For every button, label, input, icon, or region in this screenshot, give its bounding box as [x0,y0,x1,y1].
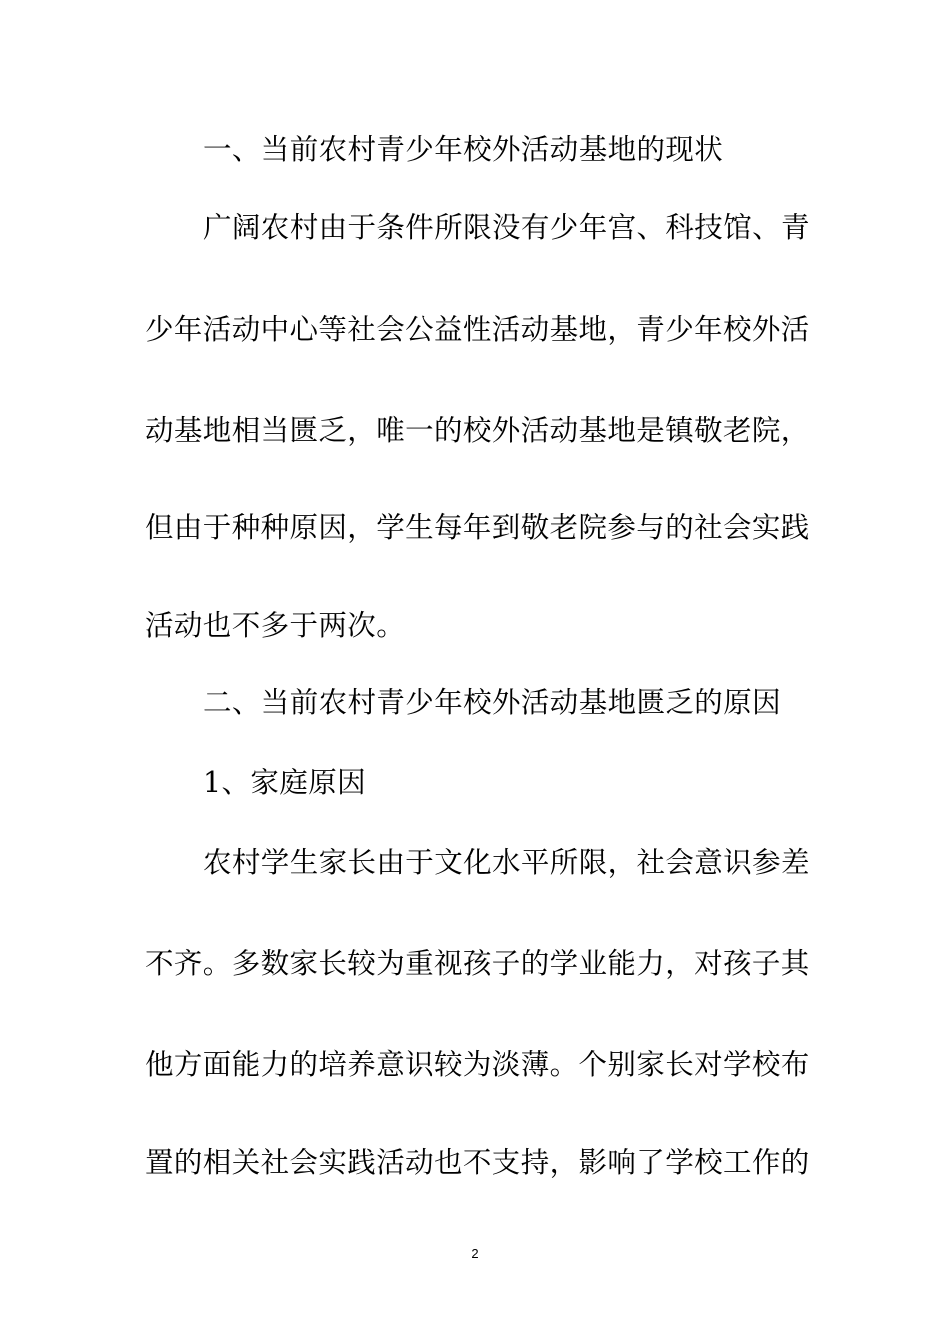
paragraph-line: 但由于种种原因，学生每年到敬老院参与的社会实践 [145,511,810,544]
paragraph-line: 动基地相当匮乏，唯一的校外活动基地是镇敬老院， [145,414,810,447]
paragraph-line: 活动也不多于两次。 [145,609,406,642]
paragraph-line: 少年活动中心等社会公益性活动基地，青少年校外活 [145,313,810,346]
subsection-heading: 1、家庭原因 [203,766,367,799]
paragraph-line: 广阔农村由于条件所限没有少年宫、科技馆、青 [203,211,810,244]
page-number: 2 [471,1246,479,1261]
paragraph-line: 不齐。多数家长较为重视孩子的学业能力，对孩子其 [145,947,810,980]
section-heading-1: 一、当前农村青少年校外活动基地的现状 [203,133,724,166]
paragraph-line: 置的相关社会实践活动也不支持，影响了学校工作的 [145,1146,810,1179]
paragraph-line: 他方面能力的培养意识较为淡薄。个别家长对学校布 [145,1048,810,1081]
section-heading-2: 二、当前农村青少年校外活动基地匮乏的原因 [203,686,782,719]
paragraph-line: 农村学生家长由于文化水平所限，社会意识参差 [203,846,810,879]
